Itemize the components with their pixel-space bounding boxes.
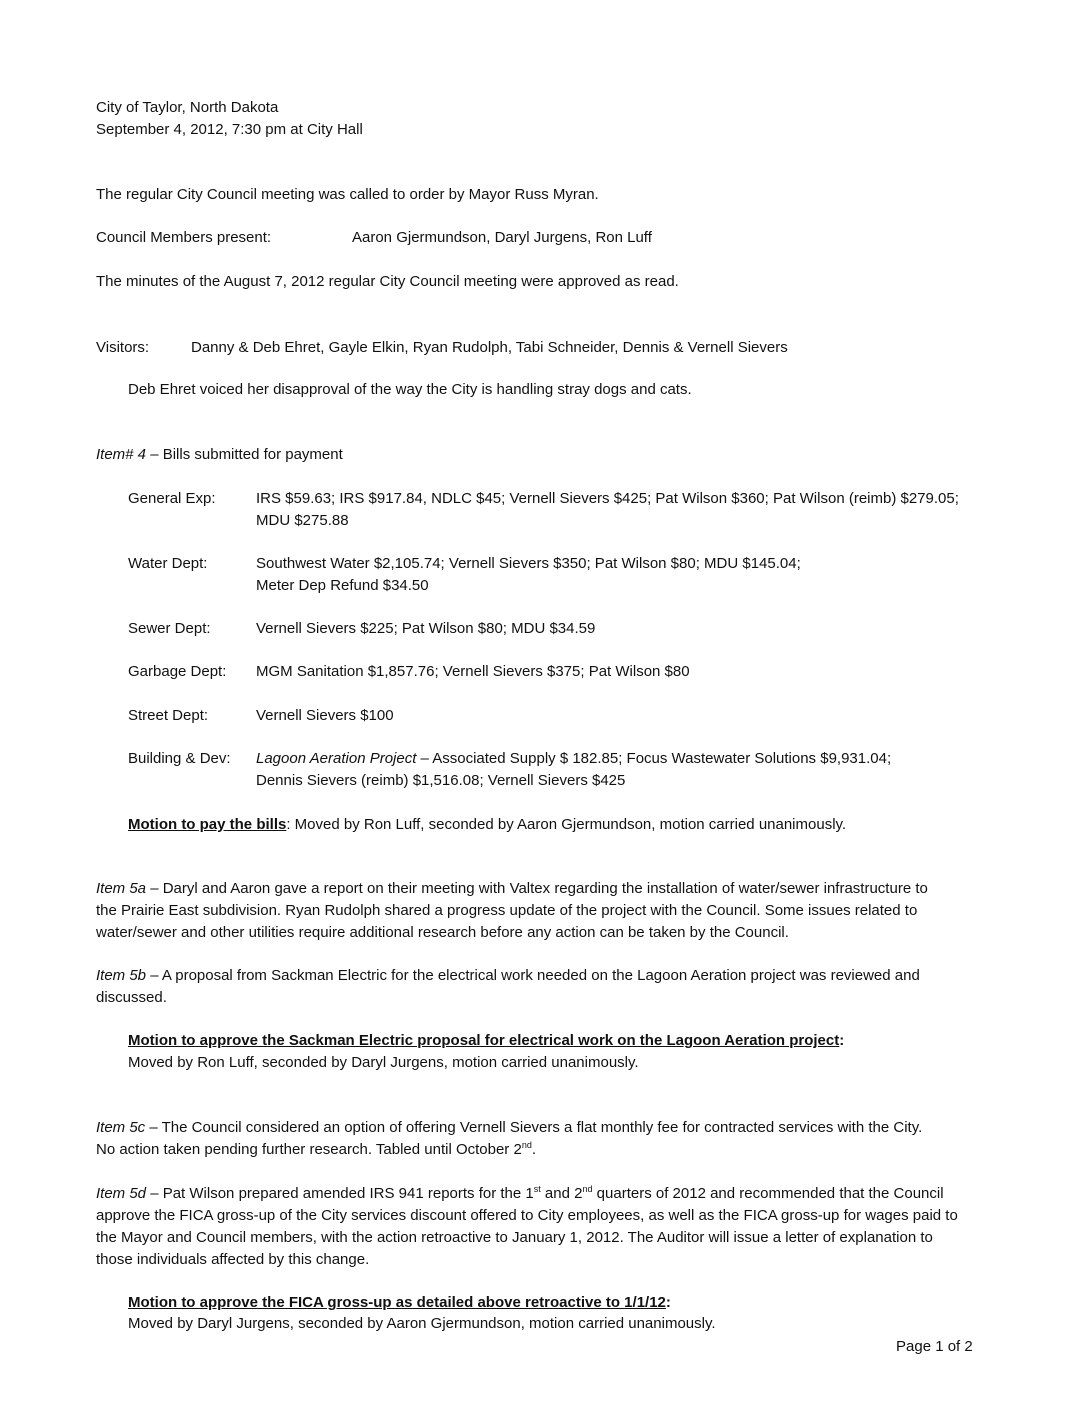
bill-line: IRS $59.63; IRS $917.84, NDLC $45; Vernell Sievers $425; Pat Wilson $360; Pat Wilson (reimb) $279.05; <box>256 490 959 507</box>
motion-sackman-result: Moved by Ron Luff, seconded by Daryl Jurgens, motion carried unanimously. <box>128 1054 639 1071</box>
item5c-line: Item 5c – The Council considered an option of offering Vernell Sievers a flat monthly fee for contracted services with the City. <box>96 1119 923 1136</box>
item5c-line: No action taken pending further research. Tabled until October 2nd. <box>96 1140 537 1158</box>
visitors-label: Visitors: <box>96 339 150 356</box>
bill-line: Vernell Sievers $100 <box>256 707 394 724</box>
item4-heading: Item# 4 – Bills submitted for payment <box>96 446 343 463</box>
item5d-line: the Mayor and Council members, with the action retroactive to January 1, 2012. The Auditor will issue a letter of explanation to <box>96 1229 933 1246</box>
item5d-line: Item 5d – Pat Wilson prepared amended IRS 941 reports for the 1st and 2nd quarters of 2012 and recommended that the Council <box>96 1184 944 1202</box>
bill-line: Vernell Sievers $225; Pat Wilson $80; MDU $34.59 <box>256 620 596 637</box>
page-number: Page 1 of 2 <box>896 1338 973 1355</box>
item5d-line: approve the FICA gross-up of the City services discount offered to City employees, as well as the FICA gross-up for wages paid to <box>96 1207 958 1224</box>
visitors-names: Danny & Deb Ehret, Gayle Elkin, Ryan Rudolph, Tabi Schneider, Dennis & Vernell Sievers <box>191 339 788 356</box>
bill-line: MDU $275.88 <box>256 512 349 529</box>
bill-line: MGM Sanitation $1,857.76; Vernell Sievers $375; Pat Wilson $80 <box>256 663 690 680</box>
item5b-line: Item 5b – A proposal from Sackman Electric for the electrical work needed on the Lagoon Aeration project was reviewed and <box>96 967 920 984</box>
call-to-order: The regular City Council meeting was called to order by Mayor Russ Myran. <box>96 186 599 203</box>
bill-dept: Street Dept: <box>128 707 209 724</box>
bill-dept: Garbage Dept: <box>128 663 227 680</box>
bill-line: Meter Dep Refund $34.50 <box>256 577 429 594</box>
bill-dept: Water Dept: <box>128 555 208 572</box>
motion-sackman: Motion to approve the Sackman Electric proposal for electrical work on the Lagoon Aeration project: <box>128 1032 845 1049</box>
visitor-comment: Deb Ehret voiced her disapproval of the way the City is handling stray dogs and cats. <box>128 381 692 398</box>
motion-pay-bills: Motion to pay the bills: Moved by Ron Luff, seconded by Aaron Gjermundson, motion carried unanimously. <box>128 816 847 833</box>
bill-dept: Building & Dev: <box>128 750 231 767</box>
item5a-line: Item 5a – Daryl and Aaron gave a report on their meeting with Valtex regarding the installation of water/sewer infrastructure to <box>96 880 928 897</box>
members-label: Council Members present: <box>96 229 272 246</box>
item5a-line: water/sewer and other utilities require additional research before any action can be taken by the Council. <box>96 924 789 941</box>
bill-dept: General Exp: <box>128 490 216 507</box>
bill-line: Lagoon Aeration Project – Associated Supply $ 182.85; Focus Wastewater Solutions $9,931.04; <box>256 750 892 767</box>
motion-fica: Motion to approve the FICA gross-up as detailed above retroactive to 1/1/12: <box>128 1294 671 1311</box>
bill-line: Southwest Water $2,105.74; Vernell Sievers $350; Pat Wilson $80; MDU $145.04; <box>256 555 801 572</box>
bill-dept: Sewer Dept: <box>128 620 211 637</box>
project-name: Lagoon Aeration Project <box>256 750 417 767</box>
bill-line: Dennis Sievers (reimb) $1,516.08; Vernell Sievers $425 <box>256 772 626 789</box>
item5b-line: discussed. <box>96 989 167 1006</box>
minutes-approval: The minutes of the August 7, 2012 regular City Council meeting were approved as read. <box>96 273 679 290</box>
item5a-line: the Prairie East subdivision. Ryan Rudolph shared a progress update of the project with the Council. Some issues related to <box>96 902 918 919</box>
motion-fica-result: Moved by Daryl Jurgens, seconded by Aaron Gjermundson, motion carried unanimously. <box>128 1315 716 1332</box>
item5d-line: those individuals affected by this change. <box>96 1251 370 1268</box>
header-city: City of Taylor, North Dakota <box>96 99 279 116</box>
members-list: Aaron Gjermundson, Daryl Jurgens, Ron Luff <box>352 229 652 246</box>
header-date-place: September 4, 2012, 7:30 pm at City Hall <box>96 121 363 138</box>
